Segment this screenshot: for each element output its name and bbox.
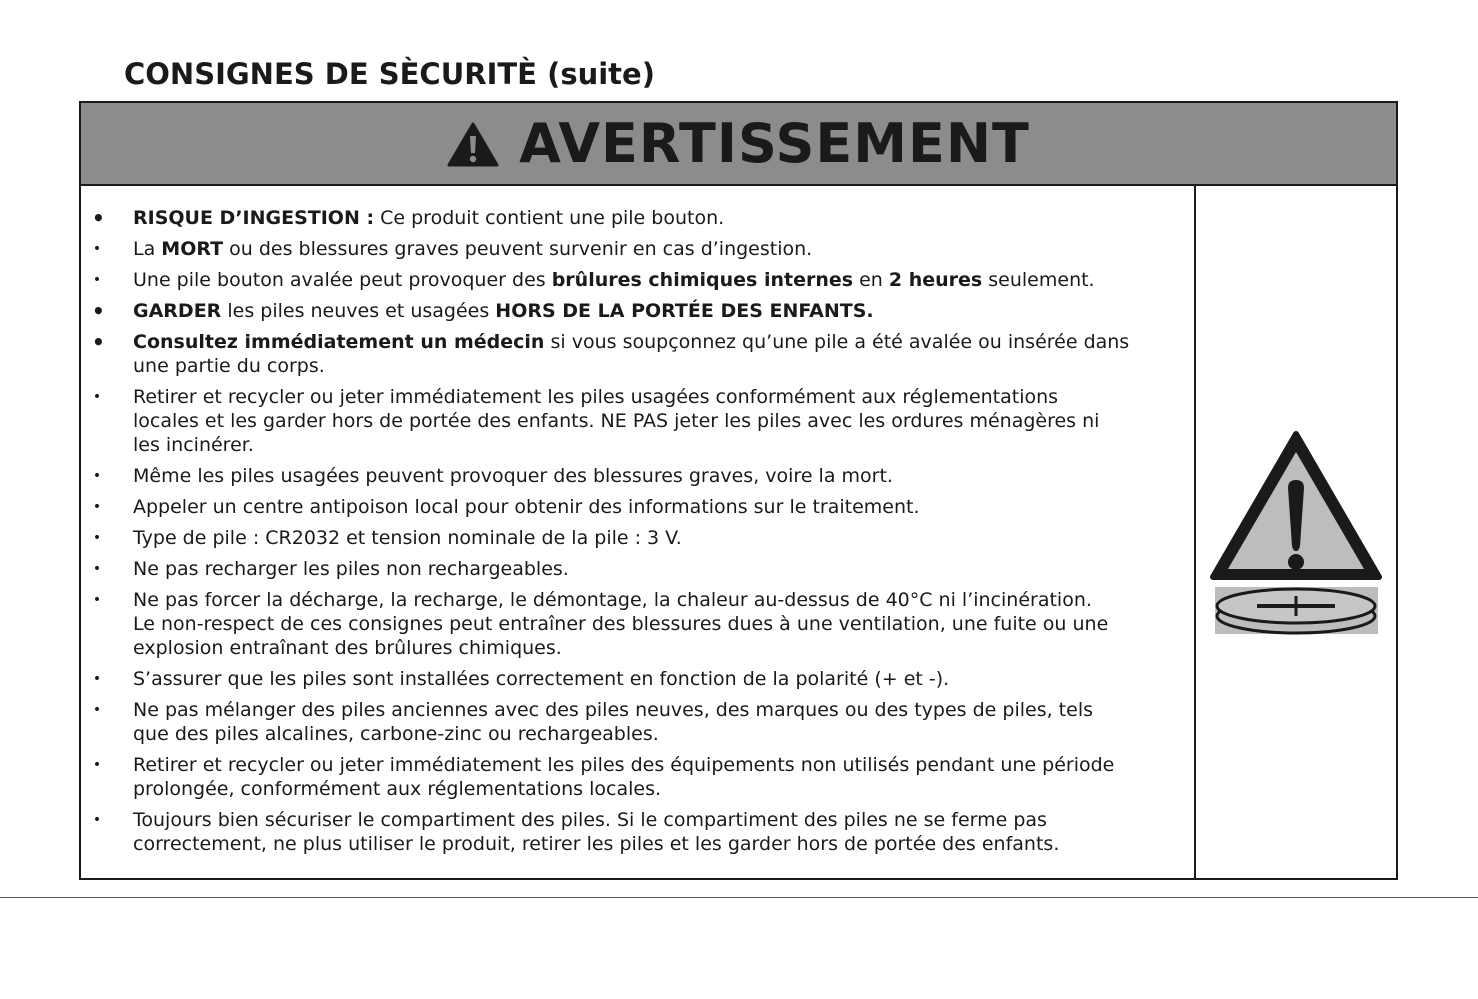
warning-item (81, 557, 1194, 581)
item-text: Même les piles usagées peuvent provoquer des blessures graves, voire la mort. (133, 465, 893, 487)
item-text: Retirer et recycler ou jeter immédiatement les piles des équipements non utilisés pendant une période prolongée, conformément aux réglementations locales. (133, 754, 1115, 800)
warning-body (81, 186, 1396, 878)
emphasis-text: 2 heures (888, 269, 983, 291)
bullet-marker: • (92, 468, 102, 484)
item-text: en (853, 269, 889, 291)
warning-item (81, 206, 1194, 230)
bullet-marker: • (92, 671, 102, 687)
emphasis-text: Consultez immédiatement un médecin (133, 331, 545, 353)
emphasis-text: HORS DE LA PORTÉE DES ENFANTS. (495, 300, 874, 322)
bullet-marker: • (92, 812, 102, 828)
warning-item (81, 753, 1194, 801)
warning-item (81, 268, 1194, 292)
warning-item (81, 299, 1194, 323)
item-text: Type de pile : CR2032 et tension nominale de la pile : 3 V. (133, 527, 682, 549)
warning-item (81, 808, 1194, 856)
bullet-marker: • (92, 241, 102, 257)
coin-battery-hazard-icon (1209, 430, 1383, 636)
bullet-marker: • (92, 330, 105, 354)
warning-box (79, 101, 1398, 880)
item-text: si vous soupçonnez qu’une pile a été avalée ou insérée dans une partie du corps. (133, 331, 1130, 377)
warning-title: AVERTISSEMENT (519, 111, 1030, 175)
bullet-marker: • (92, 702, 102, 718)
warning-triangle-icon (447, 122, 499, 168)
warning-icon-column (1196, 186, 1396, 878)
bullet-marker: • (92, 299, 105, 323)
warning-list (81, 206, 1194, 863)
warning-item (81, 495, 1194, 519)
item-text: Une pile bouton avalée peut provoquer des (133, 269, 552, 291)
warning-text-column (81, 186, 1196, 878)
item-text: Toujours bien sécuriser le compartiment des piles. Si le compartiment des piles ne se ferme pas correctement, ne plus utiliser le produit, retirer les piles et les garder hors de portée des enfants. (133, 809, 1060, 855)
bullet-marker: • (92, 389, 102, 405)
emphasis-text: RISQUE D’INGESTION : (133, 207, 375, 229)
item-text: seulement. (982, 269, 1095, 291)
item-text: Appeler un centre antipoison local pour obtenir des informations sur le traitement. (133, 496, 920, 518)
footer-divider (0, 897, 1478, 898)
item-text: S’assurer que les piles sont installées correctement en fonction de la polarité (+ et -). (133, 668, 950, 690)
item-text: Ne pas forcer la décharge, la recharge, le démontage, la chaleur au-dessus de 40°C ni l’incinération. Le non-respect de ces consignes peut entraîner des blessures dues à une ventilation, une fuite ou une explosion entraînant des brûlures chimiques. (133, 589, 1109, 659)
warning-item (81, 526, 1194, 550)
emphasis-text: brûlures chimiques internes (551, 269, 854, 291)
bullet-marker: • (92, 272, 102, 288)
warning-item (81, 667, 1194, 691)
bullet-marker: • (92, 206, 105, 230)
item-text: Ne pas mélanger des piles anciennes avec des piles neuves, des marques ou des types de piles, tels que des piles alcalines, carbone-zinc ou rechargeables. (133, 699, 1093, 745)
item-text: Ce produit contient une pile bouton. (374, 207, 725, 229)
bullet-marker: • (92, 530, 102, 546)
bullet-marker: • (92, 592, 102, 608)
item-text: Ne pas recharger les piles non rechargeables. (133, 558, 569, 580)
item-text: les piles neuves et usagées (221, 300, 496, 322)
emphasis-text: MORT (161, 238, 224, 260)
warning-header (81, 103, 1396, 186)
bullet-marker: • (92, 561, 102, 577)
warning-item (81, 330, 1194, 378)
item-text: La (133, 238, 162, 260)
warning-item (81, 464, 1194, 488)
bullet-marker: • (92, 757, 102, 773)
warning-item (81, 698, 1194, 746)
warning-item (81, 237, 1194, 261)
page-title: CONSIGNES DE SÈCURITÈ (suite) (124, 57, 655, 91)
bullet-marker: • (92, 499, 102, 515)
emphasis-text: GARDER (133, 300, 222, 322)
item-text: Retirer et recycler ou jeter immédiatement les piles usagées conformément aux réglementations locales et les garder hors de portée des enfants. NE PAS jeter les piles avec les ordures ménagères ni les incinérer. (133, 386, 1100, 456)
warning-item (81, 385, 1194, 457)
warning-item (81, 588, 1194, 660)
item-text: ou des blessures graves peuvent survenir en cas d’ingestion. (223, 238, 813, 260)
